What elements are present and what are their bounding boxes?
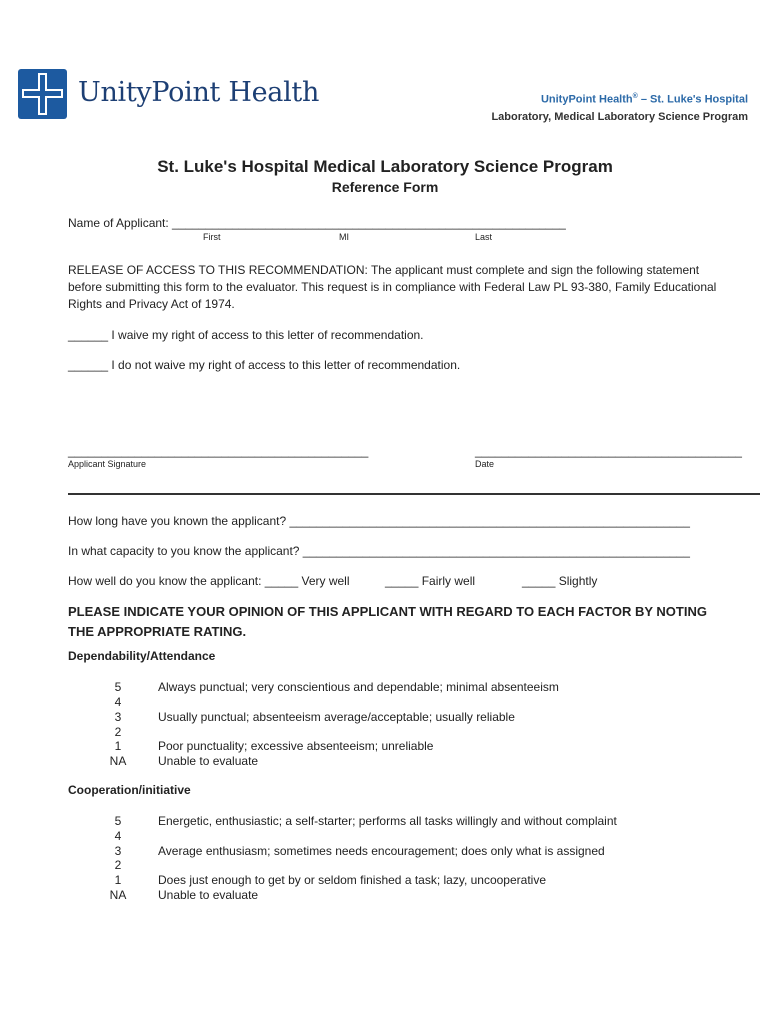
rating-value[interactable]: NA (109, 888, 127, 902)
org-suffix: – St. Luke's Hospital (637, 93, 748, 106)
not-waive-option[interactable]: ______ I do not waive my right of access to this letter of recommendation. (68, 358, 461, 372)
unitypoint-logo (18, 69, 320, 121)
rating-value[interactable]: 1 (114, 873, 122, 887)
first-name-label: First (203, 232, 221, 242)
org-name: UnityPoint Health (540, 93, 633, 106)
rating-description: Energetic, enthusiastic; a self-starter; performs all tasks willingly and without complaint (158, 814, 617, 828)
slightly-option[interactable]: _____ Slightly (522, 574, 598, 588)
date-line[interactable]: ________________________________________ (475, 444, 742, 458)
rating-value[interactable]: 1 (114, 739, 122, 753)
rating-value[interactable]: 2 (114, 725, 122, 739)
capacity-field[interactable]: In what capacity to you know the applicant? __________________________________________________________ (68, 544, 690, 558)
rating-description: Unable to evaluate (158, 754, 259, 768)
mi-label: MI (339, 232, 349, 242)
logo-wordmark: UnityPoint Health (78, 77, 320, 108)
rating-instruction: PLEASE INDICATE YOUR OPINION OF THIS APPLICANT WITH REGARD TO EACH FACTOR BY NOTING THE APPROPRIATE RATING. (68, 604, 707, 639)
registered-mark: ® (632, 93, 638, 100)
rating-description: Always punctual; very conscientious and dependable; minimal absenteeism (158, 680, 559, 694)
rating-value[interactable]: 3 (114, 844, 122, 858)
very-well-option[interactable]: How well do you know the applicant: _____ Very well (68, 574, 350, 588)
signature-label: Applicant Signature (68, 459, 147, 469)
section-title-cooperation: Cooperation/initiative (68, 783, 191, 797)
rating-value[interactable]: 5 (114, 680, 122, 694)
rating-value[interactable]: NA (109, 754, 127, 768)
signature-line[interactable]: _____________________________________________ (68, 444, 369, 458)
rating-value[interactable]: 3 (114, 710, 122, 724)
date-label: Date (475, 459, 495, 469)
page-subtitle: Reference Form (331, 179, 439, 195)
fairly-well-option[interactable]: _____ Fairly well (385, 574, 476, 588)
rating-value[interactable]: 4 (114, 695, 122, 709)
rating-description: Does just enough to get by or seldom finished a task; lazy, uncooperative (158, 873, 547, 887)
last-name-label: Last (475, 232, 493, 242)
rating-value[interactable]: 5 (114, 814, 122, 828)
rating-description: Unable to evaluate (158, 888, 259, 902)
rating-description: Usually punctual; absenteeism average/acceptable; usually reliable (158, 710, 515, 724)
page-title: St. Luke's Hospital Medical Laboratory Science Program (157, 157, 613, 176)
waive-option[interactable]: ______ I waive my right of access to this letter of recommendation. (68, 328, 424, 342)
rating-value[interactable]: 2 (114, 858, 122, 872)
release-paragraph: RELEASE OF ACCESS TO THIS RECOMMENDATION: The applicant must complete and sign the following statement before submitting this form to the evaluator. This request is in compliance with Federal Law PL 93-380, Family Educational Rights and Privacy Act of 1974. (68, 263, 717, 311)
applicant-name-field[interactable]: Name of Applicant: ___________________________________________________________ (68, 216, 566, 230)
rating-description: Poor punctuality; excessive absenteeism; unreliable (158, 739, 434, 753)
section-divider (68, 493, 760, 495)
rating-value[interactable]: 4 (114, 829, 122, 843)
rating-description: Average enthusiasm; sometimes needs encouragement; does only what is assigned (158, 844, 605, 858)
section-title-dependability: Dependability/Attendance (68, 649, 216, 663)
cross-logo-icon (18, 69, 67, 119)
dept-line: Laboratory, Medical Laboratory Science Program (491, 111, 748, 123)
how-long-field[interactable]: How long have you known the applicant? ____________________________________________________________ (68, 514, 690, 528)
org-line (541, 93, 748, 106)
